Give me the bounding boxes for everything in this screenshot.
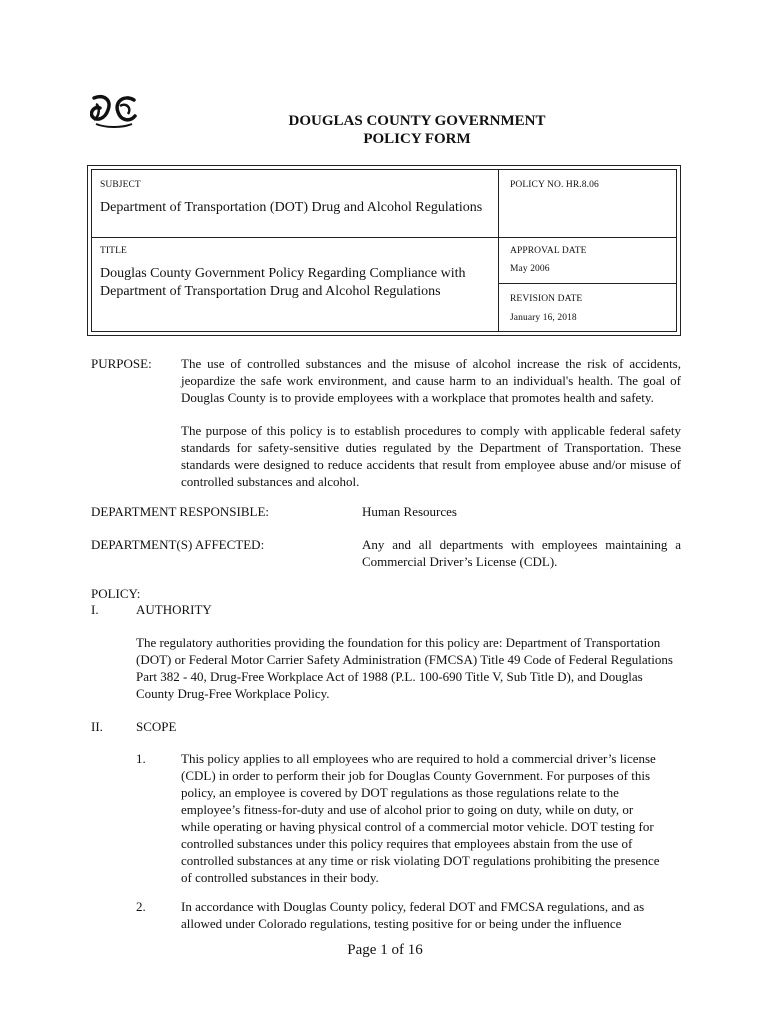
policy-number: POLICY NO. HR.8.06: [510, 180, 599, 190]
approval-date-label: APPROVAL DATE: [510, 246, 587, 256]
approval-date-value: May 2006: [510, 264, 550, 274]
scope-item-2-number: 2.: [136, 899, 146, 914]
department-responsible-label: DEPARTMENT RESPONSIBLE:: [91, 504, 270, 519]
revision-date-label: REVISION DATE: [510, 294, 583, 304]
departments-affected-value: Any and all departments with employees maintaining a Commercial Driver’s License (CDL).: [362, 537, 681, 569]
subject-label: SUBJECT: [100, 180, 141, 190]
department-responsible-value: Human Resources: [362, 504, 457, 519]
title-value: Douglas County Government Policy Regarding Compliance with Department of Transportation Drug and Alcohol Regulations: [100, 266, 466, 299]
departments-affected-label: DEPARTMENT(S) AFFECTED:: [91, 537, 265, 552]
scope-item-1-text: This policy applies to all employees who are required to hold a commercial driver’s license (CDL) in order to perform their job for Douglas County Government. For purposes of this policy, an employee is covered by DOT regulations as those regulations relate to the employee’s fitness-for-duty and use of alcohol prior to going on duty, while on duty, or while operating or having physical control of a commercial motor vehicle. DOT testing for controlled substances under this policy requires that employees abstain from the use of controlled substances at any time or risk violating DOT regulations prohibiting the presence of controlled substances in their body.: [181, 751, 660, 885]
subject-value: Department of Transportation (DOT) Drug and Alcohol Regulations: [100, 200, 483, 215]
section-2-number: II.: [91, 719, 103, 734]
form-box-inner-border: [91, 169, 677, 332]
form-title: POLICY FORM: [363, 131, 471, 147]
section-1-title: AUTHORITY: [136, 602, 212, 617]
revision-date-value: January 16, 2018: [510, 313, 577, 323]
scope-item-2-text: In accordance with Douglas County policy, federal DOT and FMCSA regulations, and as allowed under Colorado regulations, testing positive for or being under the influence: [181, 899, 645, 931]
section-1-text: The regulatory authorities providing the foundation for this policy are: Department of Transportation (DOT) or Federal Motor Carrier Safety Administration (FMCSA) Title 49 Code of Federal Regulations Part 382 - 40, Drug-Free Workplace Act of 1988 (P.L. 100-690 Title V, Sub Title D), and Douglas County Drug-Free Workplace Policy.: [136, 635, 673, 701]
purpose-paragraph-2: The purpose of this policy is to establish procedures to comply with applicable federal safety standards for safety-sensitive duties regulated by the Department of Transportation. These standards were designed to reduce accidents that result from employee abuse and/or misuse of controlled substances and alcohol.: [181, 423, 681, 489]
page-number: Page 1 of 16: [347, 942, 423, 958]
form-divider-horizontal: [91, 237, 677, 238]
form-divider-vertical: [498, 169, 499, 332]
purpose-label: PURPOSE:: [91, 356, 152, 371]
scope-item-1-number: 1.: [136, 751, 146, 766]
org-title: DOUGLAS COUNTY GOVERNMENT: [288, 113, 546, 129]
purpose-paragraph-1: The use of controlled substances and the misuse of alcohol increase the risk of accidents, jeopardize the safe work environment, and cause harm to an individual's health. The goal of Douglas County is to provide employees with a workplace that promotes health and safety.: [181, 356, 681, 405]
section-1-number: I.: [91, 602, 99, 617]
form-divider-dates: [498, 283, 677, 284]
policy-label: POLICY:: [91, 586, 141, 601]
title-label: TITLE: [100, 246, 127, 256]
section-2-title: SCOPE: [136, 719, 177, 734]
